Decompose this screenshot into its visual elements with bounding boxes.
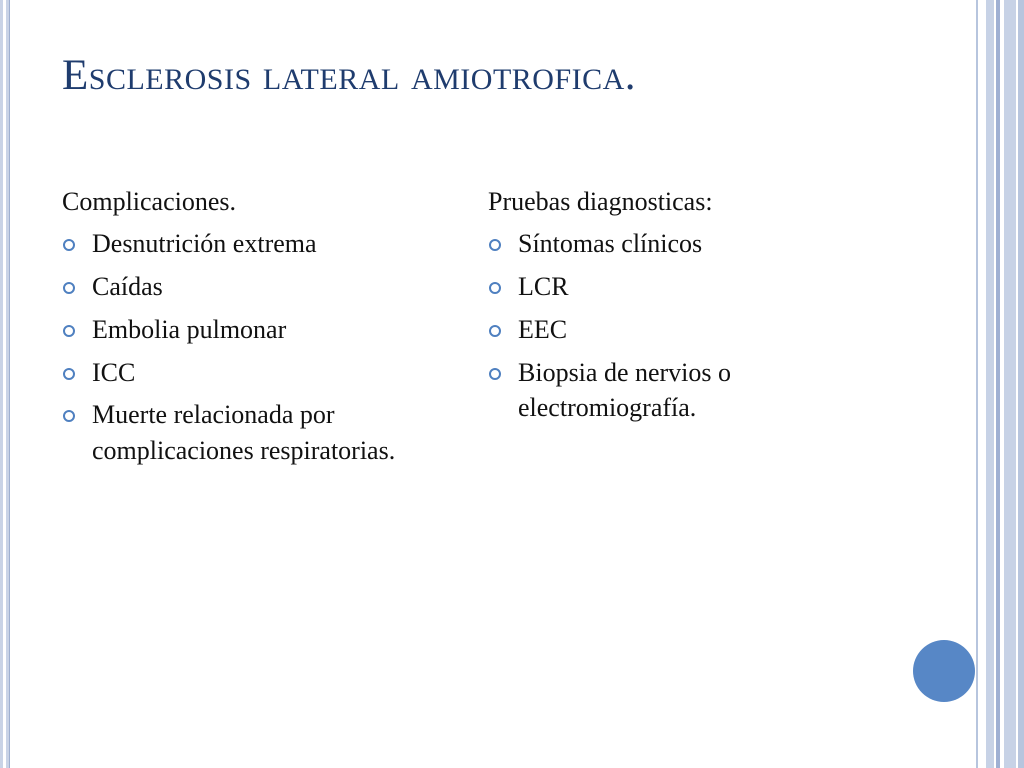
list-item [488,269,818,305]
right-border-stripes [976,0,1024,768]
complications-list [62,226,442,469]
list-item-text: Caídas [92,271,163,301]
list-item-text: Embolia pulmonar [92,314,287,344]
list-item [488,312,818,348]
bullet-circle-icon [489,282,501,294]
diagnostics-heading: Pruebas diagnosticas: [488,187,713,216]
list-item-text: Desnutrición extrema [92,228,317,258]
bullet-circle-icon [489,239,501,251]
bullet-circle-icon [63,282,75,294]
bullet-circle-icon [63,325,75,337]
bullet-circle-icon [489,368,501,380]
list-item [62,269,442,305]
list-item-text: Muerte relacionada por complicaciones respiratorias. [92,400,396,466]
list-item-text: Síntomas clínicos [518,228,703,258]
list-item [488,355,818,427]
list-item [62,355,442,391]
list-item [62,226,442,262]
left-border-gap [3,0,6,768]
complications-column [62,184,442,476]
list-item [62,397,442,469]
list-item-text: LCR [518,271,569,301]
list-item [62,312,442,348]
stripe [986,0,994,768]
list-item-text: EEC [518,314,568,344]
list-item-text: Biopsia de nervios o electromiografía. [518,357,732,423]
diagnostics-column [488,184,818,433]
stripe [979,0,986,768]
list-item [488,226,818,262]
stripe [1018,0,1024,768]
bullet-circle-icon [63,239,75,251]
left-border-line [9,0,10,768]
stripe [976,0,978,768]
complications-heading: Complicaciones. [62,187,237,216]
bullet-circle-icon [63,368,75,380]
bullet-circle-icon [63,410,75,422]
list-item-text: ICC [92,357,136,387]
diagnostics-list [488,226,818,426]
stripe [1004,0,1016,768]
bullet-circle-icon [489,325,501,337]
decorative-circle [913,640,975,702]
slide-title: Esclerosis lateral amiotrofica. [62,52,637,99]
